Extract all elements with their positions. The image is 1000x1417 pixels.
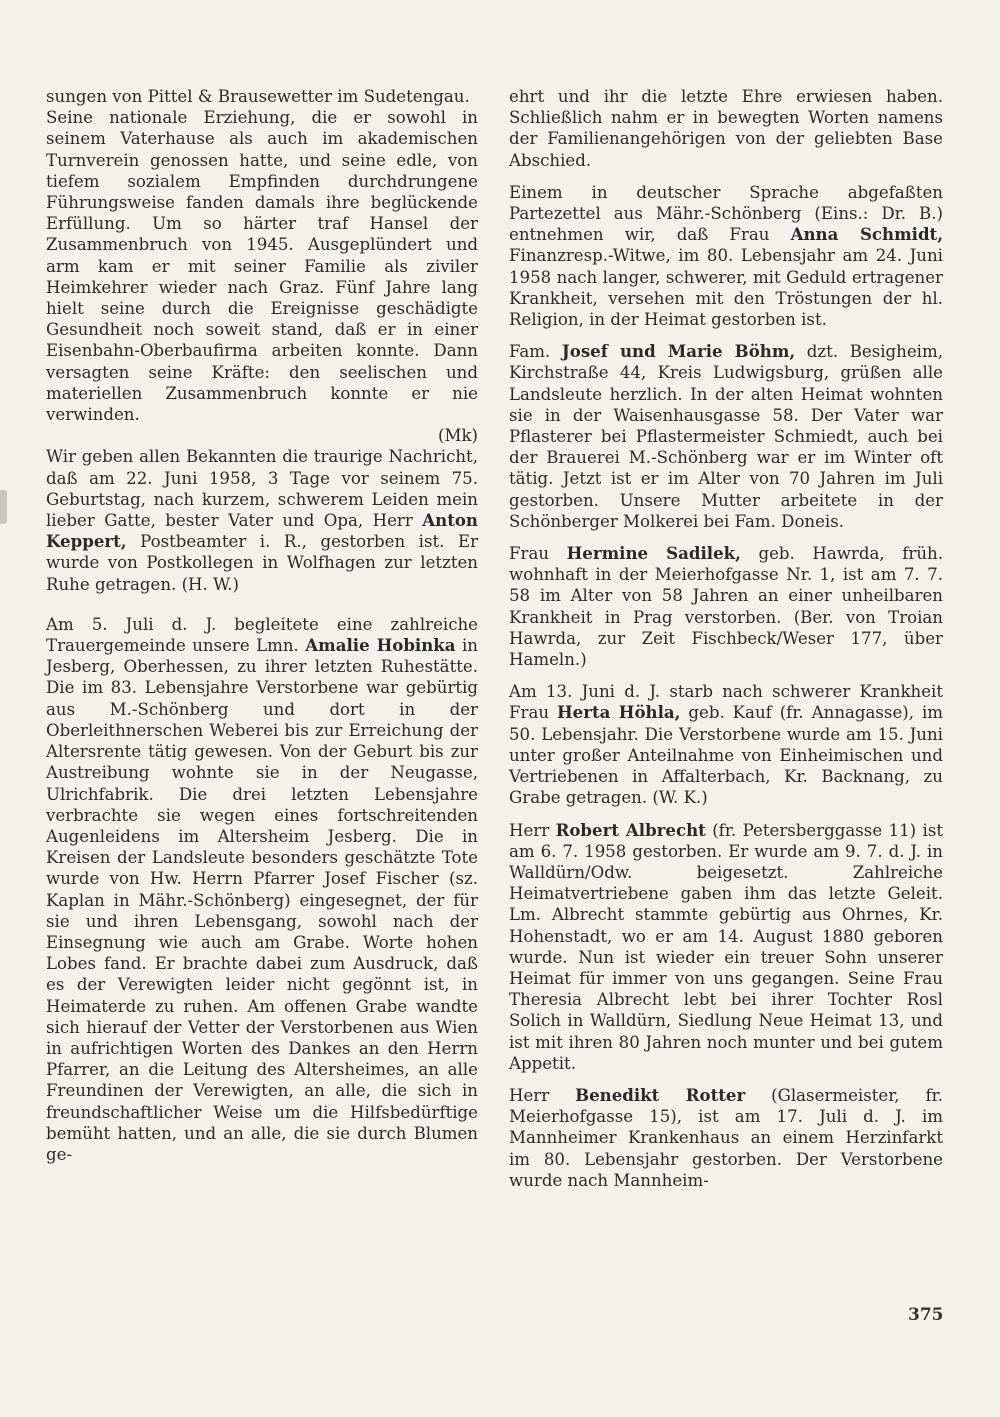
obituary-hoehla: Am 13. Juni d. J. starb nach schwerer Krankheit Frau Herta Höhla, geb. Kauf (fr. Annagasse), im 50. Lebensjahr. Die Verstorbene wurde am 15. Juni unter großer Anteilnahme von Einheimischen und Vertriebenen in Affalterbach, Kr. Backnang, zu Grabe getragen. (W. K.) <box>509 682 943 808</box>
obituary-sadilek: Frau Hermine Sadilek, geb. Hawrda, früh. wohnhaft in der Meierhofgasse Nr. 1, ist am 7. 7. 58 im Alter von 58 Jahren an einer unheilbaren Krankheit in Prag verstorben. (Ber. von Troian Hawrda, zur Zeit Fischbeck/Weser 177, über Hameln.) <box>509 543 943 670</box>
obituary-continuation: ehrt und ihr die letzte Ehre erwiesen haben. Schließlich nahm er in bewegten Worten namens der Familienangehörigen von der geliebten Base Abschied. <box>509 87 943 170</box>
page-number: 375 <box>908 1305 944 1325</box>
person-name: Anton Keppert, <box>46 510 478 552</box>
person-name: Josef und Marie Böhm, <box>561 341 796 362</box>
obituary-keppert: Wir geben allen Bekannten die traurige Nachricht, daß am 22. Juni 1958, 3 Tage vor seinem 75. Geburtstag, nach kurzem, schwerem Leiden mein lieber Gatte, bester Vater und Opa, Herr Anton Keppert, Postbeamter i. R., gestorben ist. Er wurde von Postkollegen in Wolfhagen zur letzten Ruhe getragen. (H. W.) <box>46 447 478 594</box>
obituary-albrecht: Herr Robert Albrecht (fr. Petersberggasse 11) ist am 6. 7. 1958 gestorben. Er wurde am 9. 7. d. J. in Walldürn/Odw. beigesetzt. Zahlreiche Heimatvertriebene gaben ihm das letzte Geleit. Lm. Albrecht stammte gebürtig aus Ohrnes, Kr. Hohenstadt, wo er am 14. August 1880 geboren wurde. Nun ist wieder ein treuer Sohn unserer Heimat für immer von uns gegangen. Seine Frau Theresia Albrecht lebt bei ihrer Tochter Rosl Solich in Walldürn, Siedlung Neue Heimat 13, und ist mit ihren 80 Jahren noch munter und bei gutem Appetit. <box>509 819 944 1073</box>
obituary-paragraph: Seine nationale Erziehung, die er sowohl in seinem Vaterhause als auch im akademischen Turnverein genossen hatte, und seine edle, von tiefem sozialem Empfinden durchdrungene Führungsweise fanden damals ihre beglückende Erfüllung. Um so härter traf Hansel der Zusammenbruch von 1945. Ausgeplündert und arm kam er mit seiner Familie als ziviler Heimkehrer wieder nach Graz. Fünf Jahre lang hielt seine durch die Ereignisse geschädigte Gesundheit noch soweit stand, daß er in einer Eisenbahn-Oberbaufirma arbeiten konnte. Dann versagten seine Kräfte: den seelischen und materiellen Zusammenbruch konnte er nie verwinden. <box>46 108 478 425</box>
obituary-hobinka: Am 5. Juli d. J. begleitete eine zahlreiche Trauergemeinde unsere Lmn. Amalie Hobinka in Jesberg, Oberhessen, zu ihrer letzten Ruhestätte. Die im 83. Lebensjahre Verstorbene war gebürtig aus M.-Schönberg und dort in der Oberleithnerschen Weberei bis zur Erreichung der Altersrente tätig gewesen. Von der Geburt bis zur Austreibung wohnte sie in der Neugasse, Ulrichfabrik. Die drei letzten Lebensjahre verbrachte sie wegen eines fortschreitenden Augenleidens im Altersheim Jesberg. Die in Kreisen der Landsleute besonders geschätzte Tote wurde von Hw. Herrn Pfarrer Josef Fischer (sz. Kaplan in Mähr.-Schönberg) eingesegnet, der für sie und ihren Lebensgang, sowohl nach der Einsegnung wie auch am Grabe. Worte hohen Lobes fand. Er brachte dabei zum Ausdruck, daß es der Verewigten leider nicht gegönnt ist, in Heimaterde zu ruhen. Am offenen Grabe wandte sich hierauf der Vetter der Verstorbenen aus Wien in aufrichtigen Worten des Dankes an den Herrn Pfarrer, an die Leitung des Altersheimes, an alle Freundinen der Verewigten, an alle, die sich in freundschaftlicher Weise um die Hilfsbedürftige bemüht hatten, und an alle, die sie durch Blumen ge- <box>46 614 478 1164</box>
person-name: Robert Albrecht <box>555 819 706 840</box>
obituary-rotter: Herr Benedikt Rotter (Glasermeister, fr. Meierhofgasse 15), ist am 17. Juli d. J. im Mannheimer Krankenhaus an einem Herzinfarkt im 80. Lebensjahr gestorben. Der Verstorbene wurde nach Mannheim- <box>509 1084 943 1190</box>
person-name: Amalie Hobinka <box>305 635 456 656</box>
binding-mark <box>0 490 7 524</box>
person-name: Herta Höhla, <box>556 702 681 723</box>
notice-boehm: Fam. Josef und Marie Böhm, dzt. Besigheim, Kirchstraße 44, Kreis Ludwigsburg, grüßen alle Landsleute herzlich. In der alten Heimat wohnten sie in der Waisenhausgasse 58. Der Vater war Pflasterer bei Pflastermeister Schmiedt, auch bei der Brauerei M.-Schönberg war er im Winter oft tätig. Jetzt ist er im Alter von 70 Jahren im Juli gestorben. Unsere Mutter arbeitete in der Schönberger Molkerei bei Fam. Doneis. <box>509 341 943 531</box>
person-name: Anna Schmidt, <box>790 224 944 245</box>
author-signature: (Mk) <box>438 426 478 446</box>
obituary-schmidt: Einem in deutscher Sprache abgefaßten Partezettel aus Mähr.-Schönberg (Eins.: Dr. B.) entnehmen wir, daß Frau Anna Schmidt, Finanzresp.-Witwe, im 80. Lebensjahr am 24. Juni 1958 nach langer, schwerer, mit Geduld ertragener Krankheit, versehen mit den Tröstungen der hl. Religion, in der Heimat gestorben ist. <box>509 182 944 330</box>
person-name: Benedikt Rotter <box>575 1084 746 1105</box>
obituary-continuation: sungen von Pittel & Brausewetter im Sudetengau. <box>46 87 470 106</box>
right-column <box>509 86 943 1191</box>
person-name: Hermine Sadilek, <box>566 543 741 564</box>
left-column <box>46 86 478 1165</box>
